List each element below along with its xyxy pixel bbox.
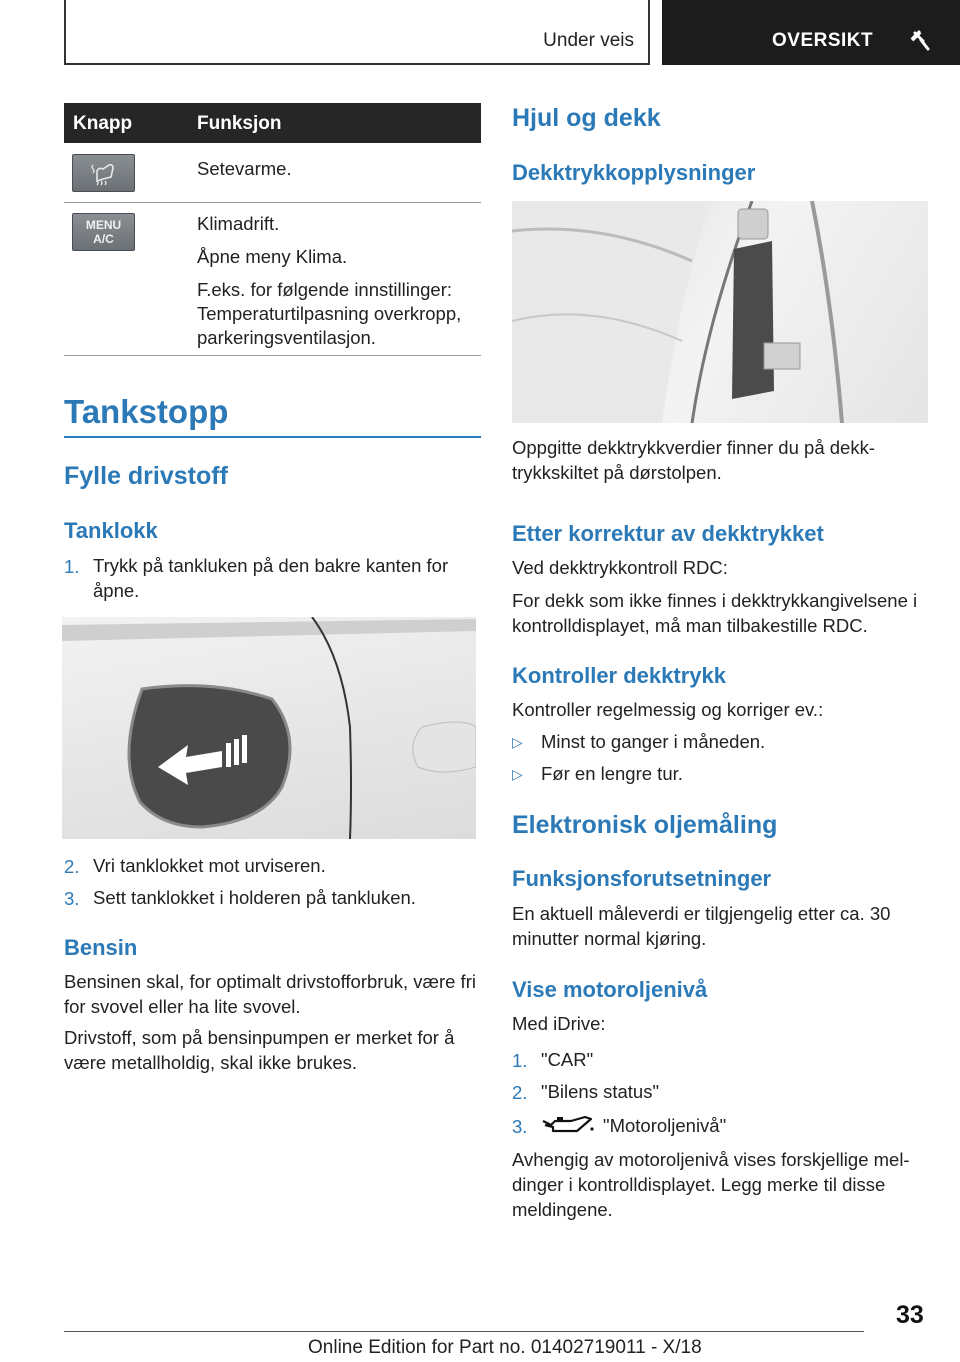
- step-number: 1.: [512, 1050, 528, 1071]
- function-text: Setevarme.: [197, 158, 292, 179]
- step-text: Trykk på tankluken på den bakre kanten for åpne.: [93, 555, 449, 601]
- function-text: Åpne meny Klima.: [197, 246, 348, 267]
- overview-label: OVERSIKT: [772, 30, 874, 51]
- heading-funksjonsforutsetninger: Funksjonsforutsetninger: [512, 866, 772, 891]
- heading-etter-korrektur: Etter korrektur av dekktrykket: [512, 521, 824, 546]
- heading-kontroller-dekktrykk: Kontroller dekktrykk: [512, 663, 726, 688]
- step-number: 1.: [64, 556, 80, 577]
- heading-bensin: Bensin: [64, 935, 138, 960]
- heading-fylle-drivstoff: Fylle drivstoff: [64, 462, 228, 490]
- step-text: "Motoroljenivå": [603, 1115, 727, 1136]
- bullet-text: Minst to ganger i måneden.: [541, 731, 766, 752]
- paragraph: En aktuell måleverdi er tilgjengelig etter ca. 30 minutter normal kjøring.: [512, 903, 891, 949]
- fuel-flap-image: [62, 617, 476, 839]
- heading-tanklokk: Tanklokk: [64, 518, 158, 543]
- button-function-table: [64, 103, 481, 356]
- header-section-tab[interactable]: [64, 0, 650, 65]
- heading-elektronisk-oljemaling: Elektronisk oljemåling: [512, 811, 778, 839]
- paragraph: Kontroller regelmessig og korriger ev.:: [512, 699, 824, 720]
- section-title-hjul-og-dekk: Hjul og dekk: [512, 104, 661, 132]
- menu-ac-icon-text-1: MENU: [85, 218, 122, 232]
- function-text: F.eks. for følgende innstillinger: Temperaturtilpasning overkropp, parkeringsventilasjon.: [197, 279, 462, 348]
- table-header: [64, 103, 481, 143]
- step-text: Vri tanklokket mot urviseren.: [93, 855, 326, 876]
- function-text: Klimadrift.: [197, 213, 280, 234]
- paragraph: Bensinen skal, for optimalt drivstofforbruk, være fri for svovel eller ha lite svovel.: [64, 971, 476, 1017]
- section-title-tankstopp: Tankstopp: [64, 393, 229, 430]
- menu-ac-button-icon: [72, 213, 135, 251]
- page-number: 33: [896, 1301, 924, 1329]
- paragraph: Oppgitte dekktrykkverdier finner du på dekk‐trykkskiltet på dørstolpen.: [512, 437, 875, 483]
- footer-divider: [64, 1331, 864, 1332]
- step-text: "Bilens status": [541, 1081, 660, 1102]
- header-section-label: Under veis: [543, 30, 634, 51]
- step-number: 3.: [512, 1116, 528, 1137]
- section-divider: [64, 436, 481, 438]
- pin-icon: [909, 30, 931, 52]
- step-number: 2.: [512, 1082, 528, 1103]
- menu-ac-icon-text-2: A/C: [93, 232, 114, 246]
- column-header-button: Knapp: [73, 113, 133, 134]
- paragraph: For dekk som ikke finnes i dekktrykkangivelsene i kontrolldisplayet, må man tilbakestille RDC.: [512, 590, 918, 636]
- oil-can-icon: [541, 1115, 595, 1137]
- footer-edition: Online Edition for Part no. 01402719011 - X/18: [308, 1337, 702, 1358]
- bullet-icon: ▷: [512, 734, 523, 750]
- step-number: 3.: [64, 888, 80, 909]
- paragraph: Med iDrive:: [512, 1013, 606, 1034]
- table-row: [64, 203, 481, 356]
- overview-tab[interactable]: [662, 0, 960, 65]
- heading-dekktrykkopplysninger: Dekktrykkopplysninger: [512, 160, 756, 185]
- bullet-text: Før en lengre tur.: [541, 763, 683, 784]
- heading-vise-motoroljeniva: Vise motoroljenivå: [512, 977, 708, 1002]
- step-text: "CAR": [541, 1049, 594, 1070]
- paragraph: Avhengig av motoroljenivå vises forskjellige mel‐dinger i kontrolldisplayet. Legg merke til disse meldingene.: [512, 1149, 910, 1220]
- paragraph: Drivstoff, som på bensinpumpen er merket for å være metallholdig, skal ikke brukes.: [64, 1027, 455, 1073]
- column-header-function: Funksjon: [197, 113, 282, 134]
- paragraph: Ved dekktrykkontroll RDC:: [512, 557, 728, 578]
- step-text: Sett tanklokket i holderen på tankluken.: [93, 887, 416, 908]
- seat-heating-button-icon: [72, 154, 135, 192]
- door-pillar-image: [512, 201, 928, 423]
- step-number: 2.: [64, 856, 80, 877]
- bullet-icon: ▷: [512, 766, 523, 782]
- table-row: [64, 143, 481, 203]
